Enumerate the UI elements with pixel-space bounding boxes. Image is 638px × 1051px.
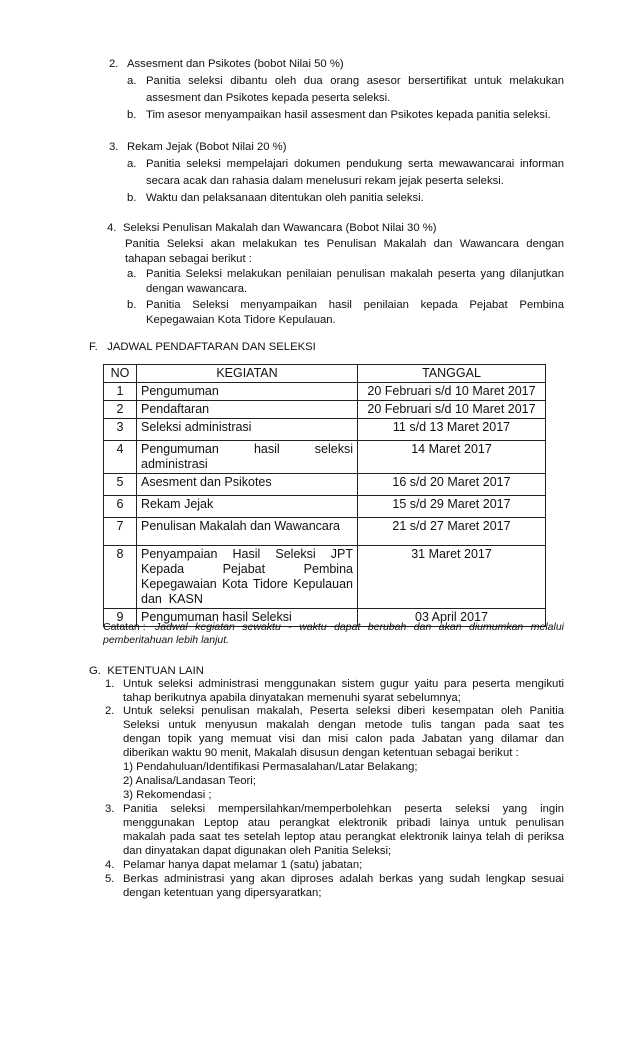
item-text: Untuk seleksi administrasi menggunakan sistem gugur yaitu para peserta mengikuti	[123, 678, 564, 690]
sub-item-text: dengan wawancara.	[146, 283, 248, 295]
sub-item-text: Waktu dan pelaksanaan ditentukan oleh panitia seleksi.	[146, 192, 424, 204]
table-row	[104, 401, 546, 419]
sub-item-text: assesment dan Psikotes kepada peserta seleksi.	[146, 92, 391, 104]
table-row	[104, 474, 546, 496]
sub-marker: b.	[127, 192, 137, 204]
item-text: makalah pada saat tes setelah leptop atau perangkat elektronik lainya telah di periksa	[123, 831, 564, 843]
sub-item-text: Panitia seleksi mempelajari dokumen pendukung serta mewawancarai informan	[146, 158, 564, 170]
cell-kegiatan: Pendaftaran	[137, 401, 358, 419]
item-number: 4.	[107, 222, 117, 234]
cell-line: administrasi	[141, 457, 208, 471]
table-row	[104, 546, 546, 609]
table-row	[104, 518, 546, 546]
cell-no: 4	[104, 441, 137, 474]
cell-tanggal: 16 s/d 20 Maret 2017	[358, 474, 546, 496]
item-text: diberikan waktu 90 menit, Makalah disusun dengan ketentuan sebagai berikut :	[123, 747, 519, 759]
note-text: pemberitahuan lebih lanjut.	[103, 634, 230, 646]
section-heading: G. KETENTUAN LAIN	[89, 665, 204, 677]
item-text: menggunakan Leptop atau perangkat elektronik pribadi lainya untuk penulisan	[123, 817, 564, 829]
cell-line: Pengumuman hasil seleksi	[141, 442, 353, 456]
sub-marker: a.	[127, 268, 137, 280]
cell-no: 7	[104, 518, 137, 546]
item-text: Panitia seleksi mempersilahkan/memperbolehkan peserta seleksi yang ingin	[123, 803, 564, 815]
sub-marker: a.	[127, 75, 137, 87]
cell-line: Kepada Pejabat Pembina	[141, 562, 353, 576]
cell-kegiatan: Rekam Jejak	[137, 496, 358, 518]
cell-no: 5	[104, 474, 137, 496]
item-title: Rekam Jejak (Bobot Nilai 20 %)	[127, 141, 287, 153]
cell-line: Penyampaian Hasil Seleksi JPT	[141, 547, 353, 561]
item-title: Seleksi Penulisan Makalah dan Wawancara (Bobot Nilai 30 %)	[123, 222, 437, 234]
table-row	[104, 383, 546, 401]
item-text: dan dinyatakan dapat digunakan oleh Panitia Seleksi;	[123, 845, 392, 857]
item-title: Assesment dan Psikotes (bobot Nilai 50 %)	[127, 58, 344, 70]
item-number: 4.	[105, 859, 115, 871]
cell-kegiatan: Pengumuman hasil Seleksi	[137, 609, 358, 627]
section-heading: F. JADWAL PENDAFTARAN DAN SELEKSI	[89, 341, 316, 353]
table-row	[104, 441, 546, 474]
column-header-no: NO	[104, 365, 137, 383]
sub-item-text: Tim asesor menyampaikan hasil assesment dan Psikotes kepada panitia seleksi.	[146, 109, 551, 121]
cell-tanggal: 31 Maret 2017	[358, 546, 546, 609]
sub-item-text: Kepegawaian Kota Tidore Kepulauan.	[146, 314, 336, 326]
note-text: Jadwal kegiatan sewaktu - waktu dapat berubah dan akan diumumkan melalui	[155, 621, 564, 633]
sub-point: 2) Analisa/Landasan Teori;	[123, 775, 256, 787]
cell-tanggal: 15 s/d 29 Maret 2017	[358, 496, 546, 518]
item-number: 2.	[105, 705, 115, 717]
item-number: 3.	[105, 803, 115, 815]
sub-item-text: Panitia Seleksi melakukan penilaian penulisan makalah peserta yang dilanjutkan	[146, 268, 564, 280]
cell-no: 8	[104, 546, 137, 609]
cell-line: Kepegawaian Kota Tidore Kepulauan	[141, 577, 353, 591]
schedule-table	[103, 364, 546, 627]
item-text: Seleksi untuk menyusun makalah dengan metode tulis tangan pada saat tes	[123, 719, 564, 731]
sub-item-text: Panitia seleksi dibantu oleh dua orang asesor bersertifikat untuk melakukan	[146, 75, 564, 87]
item-text: Pelamar hanya dapat melamar 1 (satu) jabatan;	[123, 859, 363, 871]
cell-tanggal: 20 Februari s/d 10 Maret 2017	[358, 401, 546, 419]
item-text: Untuk seleksi penulisan makalah, Peserta seleksi diberi kesempatan oleh Panitia	[123, 705, 564, 717]
cell-line: dan KASN	[141, 592, 203, 606]
item-text: tahap berikutnya apabila dinyatakan memenuhi syarat sebelumnya;	[123, 692, 461, 704]
cell-no: 1	[104, 383, 137, 401]
table-row	[104, 496, 546, 518]
sub-point: 1) Pendahuluan/Identifikasi Permasalahan/Latar Belakang;	[123, 761, 418, 773]
item-number: 2.	[109, 58, 119, 70]
sub-marker: b.	[127, 109, 137, 121]
column-header-kegiatan: KEGIATAN	[137, 365, 358, 383]
item-number: 3.	[109, 141, 119, 153]
column-header-tanggal: TANGGAL	[358, 365, 546, 383]
cell-no: 9	[104, 609, 137, 627]
table-header-row	[104, 365, 546, 383]
cell-tanggal: 21 s/d 27 Maret 2017	[358, 518, 546, 546]
cell-tanggal: 11 s/d 13 Maret 2017	[358, 419, 546, 441]
sub-item-text: secara acak dan rahasia dalam menelusuri rekam jejak peserta seleksi.	[146, 175, 504, 187]
sub-item-text: Panitia Seleksi menyampaikan hasil penilaian kepada Pejabat Pembina	[146, 299, 564, 311]
cell-no: 2	[104, 401, 137, 419]
note-label: Catatan :	[103, 621, 146, 633]
cell-kegiatan: Asesment dan Psikotes	[137, 474, 358, 496]
cell-no: 6	[104, 496, 137, 518]
item-text: Berkas administrasi yang akan diproses adalah berkas yang sudah lengkap sesuai	[123, 873, 564, 885]
cell-kegiatan	[137, 441, 358, 474]
table-row	[104, 419, 546, 441]
cell-tanggal: 14 Maret 2017	[358, 441, 546, 474]
paragraph-line: Panitia Seleksi akan melakukan tes Penulisan Makalah dan Wawancara dengan	[125, 238, 564, 250]
cell-kegiatan: Pengumuman	[137, 383, 358, 401]
sub-point: 3) Rekomendasi ;	[123, 789, 212, 801]
item-text: dengan topik yang memuat visi dan misi calon pada Jabatan yang dilamar dan	[123, 733, 564, 745]
item-number: 1.	[105, 678, 115, 690]
cell-kegiatan	[137, 546, 358, 609]
item-text: dengan ketentuan yang dipersyaratkan;	[123, 887, 322, 899]
paragraph-line: tahapan sebagai berikut :	[125, 253, 252, 265]
cell-tanggal: 03 April 2017	[358, 609, 546, 627]
cell-no: 3	[104, 419, 137, 441]
cell-kegiatan: Penulisan Makalah dan Wawancara	[137, 518, 358, 546]
sub-marker: a.	[127, 158, 137, 170]
sub-marker: b.	[127, 299, 137, 311]
cell-tanggal: 20 Februari s/d 10 Maret 2017	[358, 383, 546, 401]
item-number: 5.	[105, 873, 115, 885]
cell-kegiatan: Seleksi administrasi	[137, 419, 358, 441]
